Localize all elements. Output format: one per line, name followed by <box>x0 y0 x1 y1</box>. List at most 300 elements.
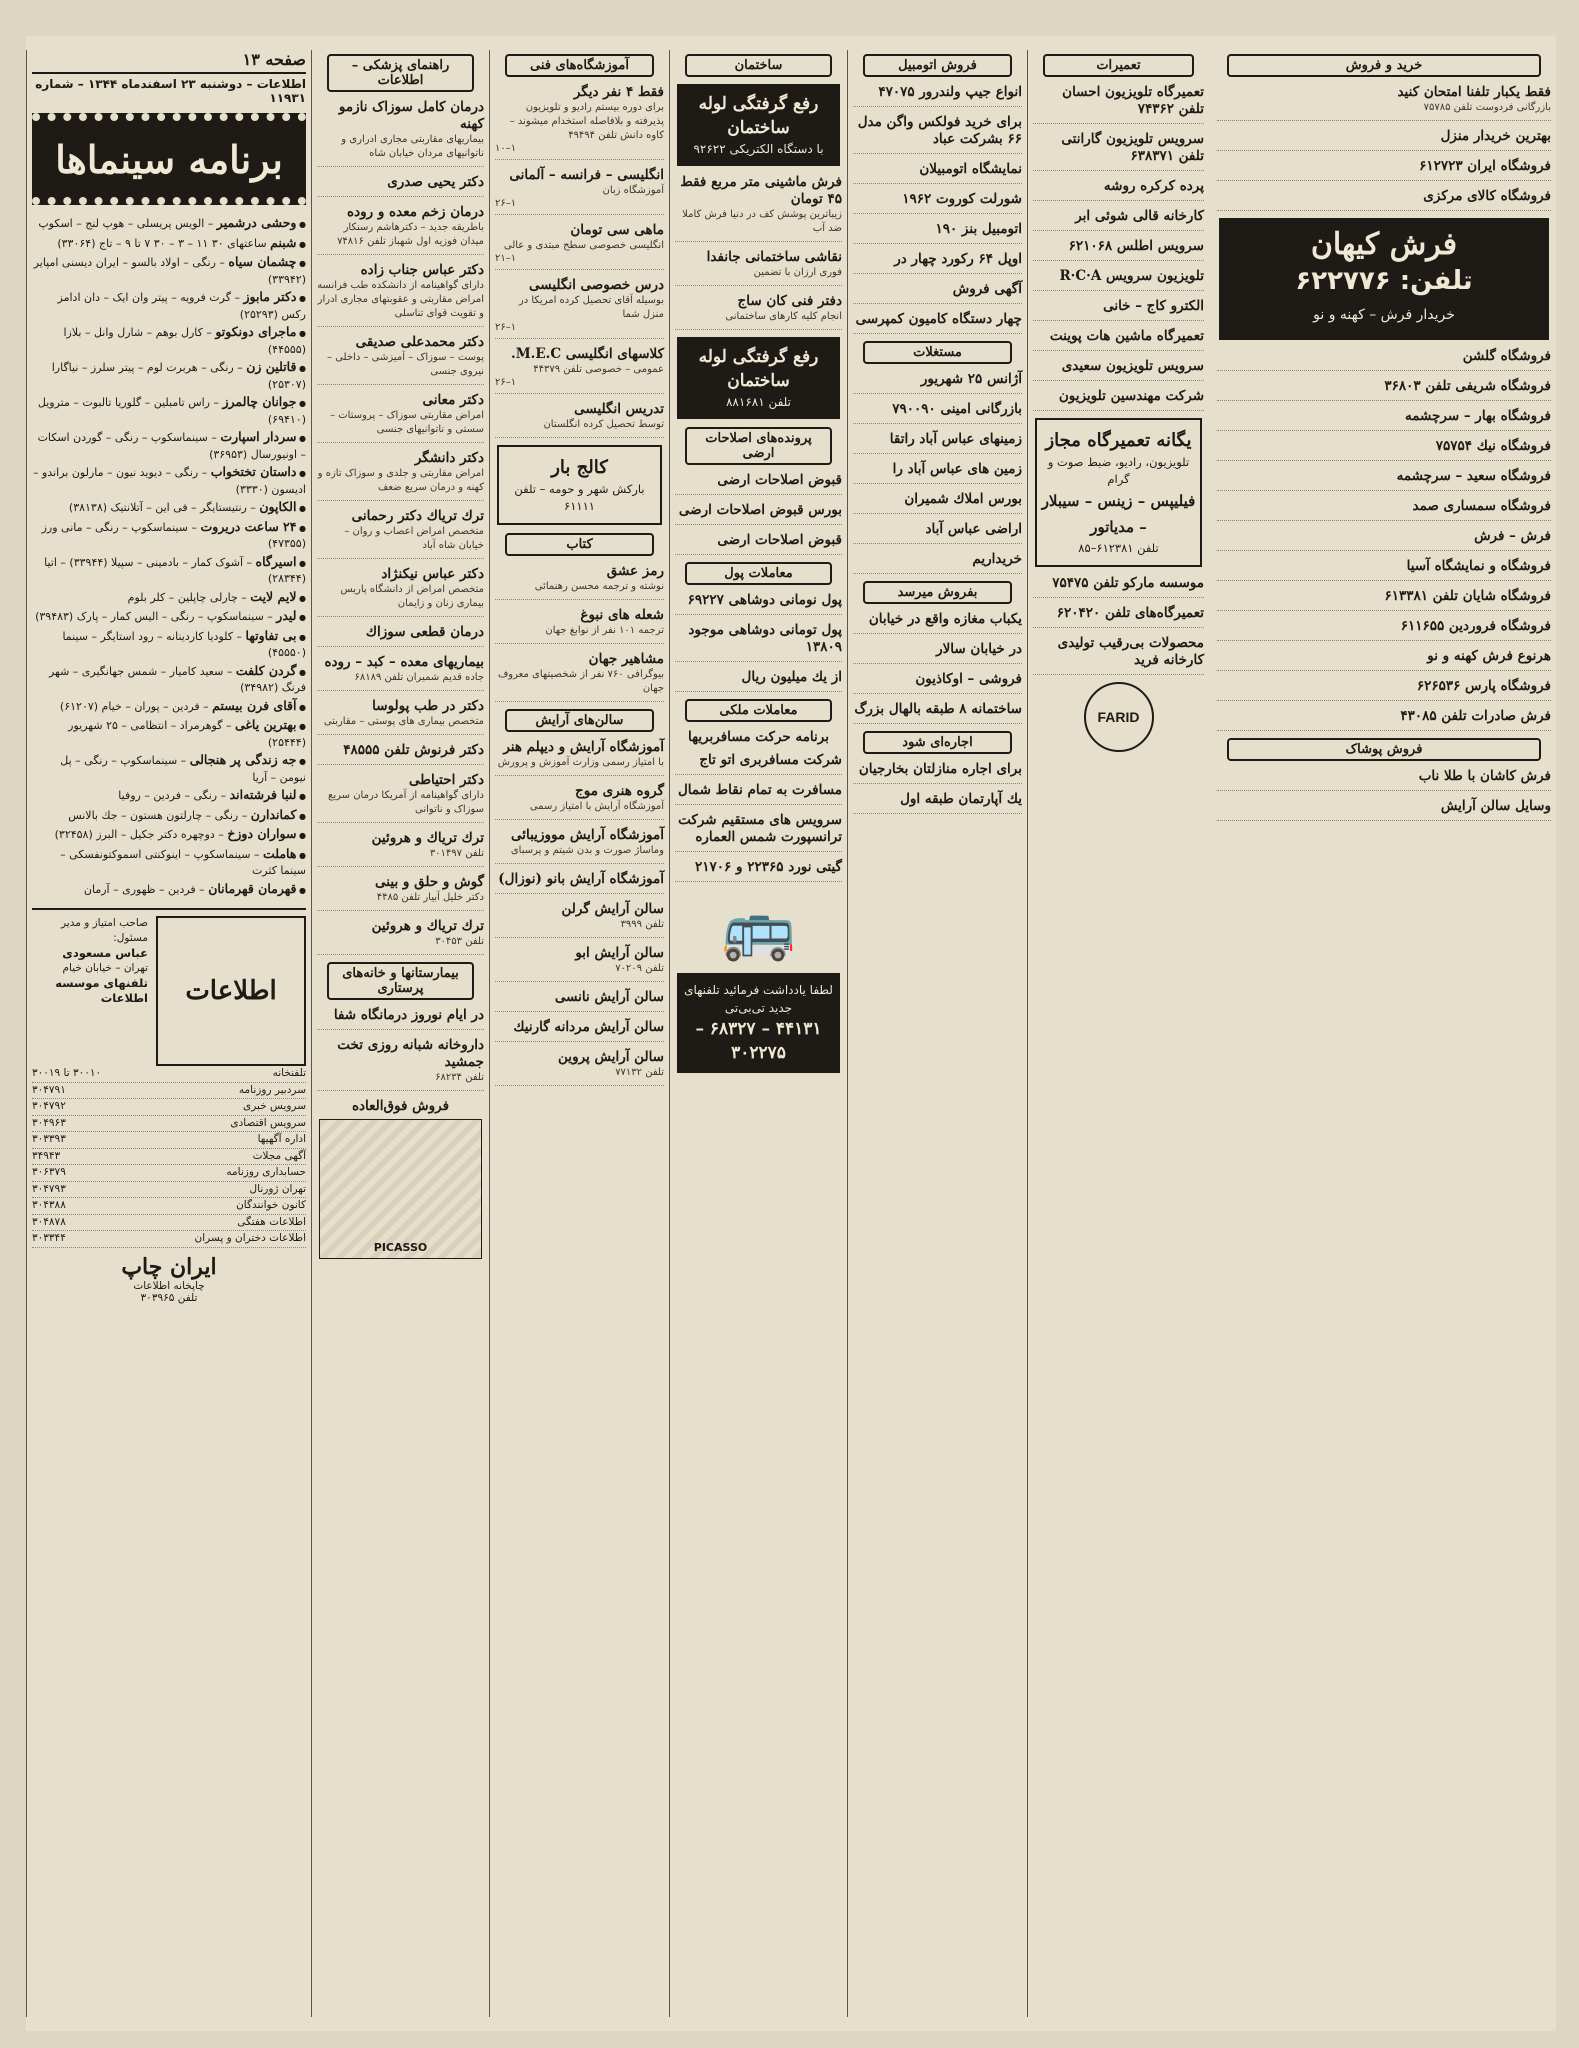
classified-ad <box>853 401 1022 424</box>
phone-number: ۳۰۶۳۷۹ <box>32 1166 66 1178</box>
cinema-listing <box>32 464 306 497</box>
film-title: بی تفاوتها <box>245 627 297 643</box>
ad-body: نوشته و ترجمه محسن رهنمائی <box>534 581 664 592</box>
film-title: جه زندگی پر هنجالی <box>189 752 297 767</box>
ad-title: وسایل سالن آرایش <box>1440 798 1551 814</box>
ad-body: تلفن ۶۸۲۳۴ <box>435 1072 484 1083</box>
classified-ad <box>1033 298 1204 321</box>
classified-ad <box>675 293 842 330</box>
classified-ad <box>1033 635 1204 675</box>
ad-title: اراضی عباس آباد <box>925 521 1022 537</box>
film-title: لایم لایت <box>250 588 297 604</box>
ad-title: آموزشگاه آرایش و دیپلم هنر <box>503 739 664 755</box>
ad-title: سالن آرایش پروین <box>558 1049 664 1065</box>
ad-title: دکتر محمدعلی صدیقی <box>355 334 484 350</box>
phone-label: کانون خوانندگان <box>236 1199 306 1211</box>
classified-ad <box>317 698 484 735</box>
ad-title: سرویس اطلس ۶۲۱۰۶۸ <box>1068 238 1204 254</box>
film-detail: – الویس پریسلی – هوپ لنج – اسکوپ <box>38 217 217 230</box>
ad-title: ترك ترياك و هروئين <box>371 830 484 846</box>
cinema-listing <box>32 235 306 253</box>
phone-row <box>32 1198 306 1215</box>
ad-body: متخصص بیماری های پوستی – مقاربتی <box>323 716 484 727</box>
section-heading: فروش اتومبیل <box>863 54 1012 77</box>
classified-ad <box>1217 128 1551 151</box>
phone-row <box>32 1116 306 1133</box>
ad-list <box>675 592 842 692</box>
classified-ad <box>317 334 484 385</box>
film-title: گردن کلفت <box>235 662 297 678</box>
cinema-listing <box>32 289 306 322</box>
classified-ad <box>1033 178 1204 201</box>
ad-title: فروشگاه فروردین ۶۱۱۶۵۵ <box>1400 618 1551 634</box>
film-title: آقای فرن بیستم <box>212 697 297 713</box>
cinema-listing <box>32 826 306 844</box>
ad-body: بازرگانی فردوست تلفن ۷۵۷۸۵ <box>1423 102 1551 113</box>
ad-list <box>675 174 842 330</box>
film-title: شبنم <box>270 234 297 250</box>
phone-number: ۳۰۴۷۹۲ <box>32 1100 66 1112</box>
film-title: سواران دوزخ <box>227 826 297 841</box>
ad-title: دکتر معانی <box>422 392 484 408</box>
section-heading: معاملات ملکی <box>685 699 832 722</box>
classified-ad <box>495 277 664 339</box>
classified-ad <box>317 830 484 867</box>
boxed-ad-brand: فیلیپس – زینس – سیبلار – مدیاتور <box>1041 492 1196 536</box>
classified-ad <box>1217 798 1551 821</box>
ad-title: ترك ترياك دكتر رحمانى <box>351 508 484 524</box>
ad-body: تلفن ۳۰۴۵۳ <box>435 936 484 947</box>
section-heading: راهنمای پزشکی – اطلاعات <box>327 54 474 92</box>
section-heading: اجاره‌ای شود <box>863 731 1012 754</box>
film-title: دکتر مابوز <box>243 289 297 304</box>
classified-ad <box>853 251 1022 274</box>
ad-list <box>853 611 1022 724</box>
film-title: بهترین یاغی <box>234 717 297 732</box>
boxed-ad-line: تلویزیون، رادیو، ضبط صوت و گرام <box>1047 455 1190 486</box>
film-detail: – راس تامبلین – گلوریا تالبوت – مترویل (۶۹۴۱۰) <box>37 396 306 426</box>
classified-ad <box>1217 408 1551 431</box>
film-title: لنبا فرشته‌اند <box>229 787 297 802</box>
boxed-ad-line: با دستگاه الکتریکی ۹۲۶۲۲ <box>693 142 824 156</box>
classified-ad <box>1217 708 1551 731</box>
classified-ad <box>853 521 1022 544</box>
film-title: قاتلین زن <box>246 359 297 374</box>
ad-title: فروشگاه گلشن <box>1462 348 1551 364</box>
phone-row <box>32 1182 306 1199</box>
ad-title: بورس املاك شمیران <box>904 491 1022 507</box>
ad-title: گیتی نورد ۲۲۳۶۵ و ۲۱۷۰۶ <box>695 859 842 875</box>
ad-list <box>853 84 1022 334</box>
ad-title: یك آپارتمان طبقه اول <box>900 791 1022 807</box>
classified-ad <box>675 249 842 286</box>
ad-title: اوپل ۶۴ رکورد چهار در <box>894 251 1022 267</box>
classified-ad <box>675 859 842 882</box>
ad-list <box>1217 768 1551 821</box>
classified-ad <box>675 174 842 242</box>
classified-ad <box>317 742 484 765</box>
boxed-ad-title: یگانه تعمیرگاه مجاز <box>1045 430 1192 451</box>
film-title: سردار اسپارت <box>220 429 297 444</box>
classified-ad <box>495 651 664 702</box>
classified-ad <box>495 1049 664 1086</box>
classified-ad <box>317 99 484 167</box>
ad-body: تلفن ۳۹۹۹ <box>620 919 664 930</box>
classified-ad <box>853 491 1022 514</box>
classified-ad <box>675 752 842 775</box>
phone-label: اطلاعات دختران و پسران <box>194 1232 306 1244</box>
ad-title: دکتر یحیی صدری <box>387 174 484 190</box>
classified-ad <box>495 871 664 894</box>
ad-body: تلفن ۷۰۲۰۹ <box>615 963 664 974</box>
classified-ad <box>317 1037 484 1091</box>
phone-label: تهران ژورنال <box>249 1182 306 1195</box>
ad-title: شعله های نبوغ <box>580 607 664 623</box>
ad-title: اتومبیل بنز ۱۹۰ <box>935 221 1022 237</box>
classified-ad <box>495 401 664 438</box>
cinema-listing <box>32 215 306 233</box>
ad-title: یکباب مغازه واقع در خیابان <box>868 611 1022 627</box>
ad-title: سالن آرایش مردانه گارنیك <box>513 1019 664 1035</box>
ad-title: سالن آرایش گرلن <box>561 901 664 917</box>
ad-title: فقط ۴ نفر دیگر <box>573 84 664 100</box>
phone-label: حسابداری روزنامه <box>226 1166 306 1178</box>
classified-ad <box>1217 348 1551 371</box>
classified-ad <box>1033 388 1204 411</box>
cinema-listing <box>32 589 306 607</box>
classified-ad <box>853 641 1022 664</box>
ad-title: تعمیرگاه‌های تلفن ۶۲۰۴۲۰ <box>1056 605 1204 621</box>
ad-title: در ایام نوروز درمانگاه شفا <box>333 1007 484 1023</box>
classified-ad <box>1033 358 1204 381</box>
ad-list <box>1217 84 1551 211</box>
phone-number: ۳۰۴۳۸۸ <box>32 1199 66 1211</box>
ad-list <box>853 761 1022 814</box>
phones-head: تلفنهای موسسه اطلاعات <box>55 976 148 1005</box>
cinema-listing <box>32 394 306 427</box>
section-heading: ساختمان <box>685 54 832 77</box>
classified-ad <box>853 311 1022 334</box>
ad-title: آموزشگاه آرایش بانو (نوزال) <box>498 871 664 887</box>
section-heading: آموزشگاه‌های فنی <box>505 54 654 77</box>
phone-row <box>32 1215 306 1232</box>
ad-body: انجام کلیه کارهای ساختمانی <box>725 311 842 322</box>
classified-ad <box>1217 768 1551 791</box>
section-heading: مستغلات <box>863 341 1012 364</box>
ad-title: تدریس انگلیسی <box>574 401 664 417</box>
cinema-listing <box>32 698 306 716</box>
ad-title: سالن آرایش نانسی <box>554 989 664 1005</box>
classified-ad <box>853 431 1022 454</box>
film-detail: – رنگی – دیوید نیون – مارلون براندو – ادیسون (۳۳۳۰) <box>33 466 306 496</box>
cinema-listing <box>32 554 306 587</box>
film-detail: – گرت فرویه – پیتر وان ایک – دان ادامز رکس (۲۵۲۹۳) <box>57 291 306 321</box>
classified-ad <box>495 346 664 394</box>
section-heading: معاملات پول <box>685 562 832 585</box>
ad-body: دکتر خلیل آبیار تلفن ۴۴۸۵ <box>376 892 484 903</box>
ad-title: داروخانه شبانه روزی تخت جمشید <box>337 1037 484 1070</box>
ad-title: دکتر عباس نیکنژاد <box>381 566 484 582</box>
cinema-listing <box>32 254 306 287</box>
classified-ad <box>317 508 484 559</box>
building-column <box>669 50 847 2017</box>
ad-code: ۱–۲۱ <box>495 253 517 264</box>
film-title: چشمان سیاه <box>228 254 297 269</box>
ad-body: ترجمه ۱۰۱ نفر از نوابغ جهان <box>545 625 664 636</box>
film-detail: – سینماسکوپ – رنگی – پل نیومن – آریا <box>60 754 306 784</box>
ad-title: فرش صادرات تلفن ۴۳۰۸۵ <box>1400 708 1551 724</box>
section-heading: سالن‌های آرایش <box>505 709 654 732</box>
newspaper-page <box>26 36 1556 2031</box>
classified-ad <box>317 566 484 617</box>
film-title: الکاپون <box>259 499 297 514</box>
ad-title: فروشگاه نیك ۷۵۷۵۴ <box>1435 438 1551 454</box>
ad-title: درس خصوصی انگلیسی <box>529 277 664 293</box>
ad-title: محصولات بی‌رقیب تولیدی کارخانه فرید <box>1057 635 1204 668</box>
ad-list <box>495 563 664 702</box>
classified-ad <box>317 450 484 501</box>
film-detail: – رنگی – هربرت لوم – پیتر سلرز – نیاگارا (۲۵۳۰۷) <box>51 361 306 391</box>
ad-title: دفتر فنی کان ساج <box>737 293 842 309</box>
boxed-ad-title: رفع گرفتگی لوله ساختمان <box>698 347 819 391</box>
phone-label: اطلاعات هفتگی <box>237 1215 306 1228</box>
phone-number: ۳۰۴۷۹۳ <box>32 1182 66 1195</box>
cinema-listing <box>32 787 306 805</box>
ad-title: سرویس تلویزیون گارانتی تلفن ۶۳۸۳۷۱ <box>1061 131 1204 164</box>
bus-icon: 🚌 <box>721 894 796 964</box>
boxed-ad-line: ۴۴۱۳۱ – ۶۸۳۲۷ – ۳۰۲۲۷۵ <box>695 1019 822 1063</box>
phone-row <box>32 1083 306 1100</box>
boxed-ad-phone: تلفن ۶۱۲۳۸۱–۸۵ <box>1078 541 1159 555</box>
ad-title: ترك ترياك و هروئين <box>371 918 484 934</box>
ad-title: پول تومانی دوشاهی موجود ۱۳۸۰۹ <box>688 622 842 655</box>
section-heading: بفروش میرسد <box>863 581 1012 604</box>
ad-title: کارخانه قالی شوئی ابر <box>1075 208 1204 224</box>
ad-body: عمومی – خصوصی تلفن ۴۴۳۷۹ <box>533 364 664 375</box>
film-detail: – رنگی – اولاد بالسو – ایران دیسنی امپایر (۳۳۹۴۲) <box>33 256 306 286</box>
ad-title: دکتر در طب پولوسا <box>372 698 484 714</box>
figure-label: PICASSO <box>373 1241 428 1254</box>
classified-ad <box>495 739 664 776</box>
classified-ad <box>317 174 484 197</box>
ad-body: برای دوره بیستم رادیو و تلویزیون پذیرفته و بلافاصله استخدام میشوند – کاوه دانش تلفن ۴۹۴۹۴ <box>509 102 664 141</box>
ad-title: قبوض اصلاحات ارضی <box>717 472 842 488</box>
boxed-ad-title: رفع گرفتگی لوله ساختمان <box>698 94 819 138</box>
ad-title: فرش کاشان با طلا ناب <box>1418 768 1551 784</box>
ad-list <box>675 472 842 555</box>
classified-ad <box>495 84 664 160</box>
ad-code: ۱–۱۰ <box>495 143 517 154</box>
phone-label: اداره آگهیها <box>257 1133 306 1145</box>
classified-ad <box>1033 84 1204 124</box>
classified-ad <box>675 532 842 555</box>
ad-title: زمین های عباس آباد را <box>892 461 1022 477</box>
ad-title: پرده کرکره روشه <box>1103 178 1204 194</box>
ad-title: فرش ماشینی متر مربع فقط ۴۵ تومان <box>680 174 842 207</box>
ad-title: سرویس تلویزیون سعیدی <box>1061 358 1204 374</box>
ad-title: شرکت مسافربری اتو تاج <box>699 752 842 768</box>
section-heading: تعمیرات <box>1043 54 1194 77</box>
ad-title: سالن آرایش ابو <box>575 945 664 961</box>
classified-ad <box>853 371 1022 394</box>
section-heading: کتاب <box>505 533 654 556</box>
classified-ad <box>853 761 1022 784</box>
ad-title: فروشگاه سمساری صمد <box>1412 498 1551 514</box>
vehicle-column <box>847 50 1027 2017</box>
ad-list <box>317 99 484 955</box>
film-title: لیدر <box>276 608 297 623</box>
classified-ad <box>1217 84 1551 121</box>
ad-body: بوسیله آقای تحصیل کرده امریکا در منزل شما <box>518 295 664 320</box>
picasso-figure <box>319 1119 482 1259</box>
ad-list <box>675 752 842 882</box>
ad-title: موسسه ماركو تلفن ۷۵۴۷۵ <box>1052 575 1204 591</box>
cinema-list <box>32 215 306 898</box>
ad-title: سرویس های مستقیم شرکت ترانسپورت شمس العماره <box>678 812 842 845</box>
ad-title: انواع جیپ ولندرور ۴۷۰۷۵ <box>878 84 1022 100</box>
classified-ad <box>853 791 1022 814</box>
classified-ad <box>1217 678 1551 701</box>
classified-ad <box>317 262 484 327</box>
ad-body: باطریقه جدید – دکترهاشم رسنکار میدان فوزیه اول شهباز تلفن ۷۴۸۱۶ <box>337 222 484 247</box>
cinema-banner-title: برنامه سینماها <box>55 136 283 182</box>
classified-ad <box>495 167 664 215</box>
ad-list <box>1033 84 1204 411</box>
classified-ad <box>853 114 1022 154</box>
ad-code: ۱–۲۶ <box>495 322 517 333</box>
classified-ad <box>853 191 1022 214</box>
classified-ad <box>675 502 842 525</box>
phone-label: تلفنخانه <box>272 1067 306 1079</box>
boxed-ad-sub: خریدار فرش – کهنه و نو <box>1313 307 1455 323</box>
ad-list <box>317 1007 484 1091</box>
film-detail: – کلودیا کاردینانه – رود استایگر – سینما (۴۵۵۵۰) <box>62 629 306 659</box>
classified-ad <box>1217 528 1551 551</box>
ad-title: فروشگاه ایران ۶۱۲۷۲۳ <box>1419 158 1551 174</box>
phone-row <box>32 1149 306 1166</box>
classified-ad <box>853 281 1022 304</box>
classified-ad <box>675 472 842 495</box>
phone-number: ۳۰۴۹۶۳ <box>32 1116 66 1129</box>
page-header <box>32 50 306 74</box>
cinema-listing <box>32 881 306 899</box>
ad-title: برای اجاره منازلتان بخارجیان <box>858 761 1022 777</box>
publisher-info <box>32 908 306 1066</box>
phone-list <box>32 1066 306 1248</box>
boxed-ad-line: تلفن: ۶۲۲۷۷۶ <box>1295 266 1473 296</box>
classified-ad <box>1033 208 1204 231</box>
classified-ad <box>1217 498 1551 521</box>
film-title: اسیرگاه <box>255 553 297 569</box>
ad-title: نقاشی ساختمانی جانفدا <box>706 249 842 265</box>
classified-ad <box>675 782 842 805</box>
phone-label: سرویس خبری <box>243 1100 306 1112</box>
ad-title: آگهی فروش <box>952 281 1022 297</box>
ad-list <box>853 371 1022 574</box>
ad-title: فروشگاه شایان تلفن ۶۱۳۳۸۱ <box>1384 588 1551 604</box>
film-detail: – دوچهره دکتر جکیل – البرز (۳۲۴۵۸) <box>54 828 228 841</box>
ad-title: بورس قبوض اصلاحات ارضی <box>678 502 842 518</box>
cinema-banner <box>32 113 306 205</box>
film-detail: – رنگی – چارلتون هستون – جك بالانس <box>68 808 251 822</box>
ad-title: فروش فوق‌العاده <box>351 1098 450 1114</box>
boxed-ad <box>677 84 840 166</box>
classified-ad <box>495 1019 664 1042</box>
film-title: ماجرای دونکوتو <box>215 324 297 339</box>
classified-ad <box>853 161 1022 184</box>
boxed-ad-title: لطفا یادداشت فرمائید تلفنهای جدید تی‌بی‌تی <box>684 983 833 1015</box>
farid-badge-icon: FARID <box>1084 682 1154 752</box>
film-detail: – فردین – پوران – خیام (۶۱۲۰۷) <box>59 699 213 713</box>
section-heading: خرید و فروش <box>1227 54 1541 77</box>
ad-title: نمایشگاه اتومبیلان <box>919 161 1022 177</box>
ad-title: ماهی سی تومان <box>570 222 664 238</box>
classified-ad <box>1033 238 1204 261</box>
ad-title: دکتر فرنوش تلفن ۴۸۵۵۵ <box>343 742 484 758</box>
ad-title: تعمیرگاه ماشین هات پوینت <box>1049 328 1204 344</box>
film-detail: – فردین – ظهوری – آرمان <box>83 882 209 896</box>
ad-title: فروشگاه شریفی تلفن ۳۶۸۰۳ <box>1384 378 1551 394</box>
ad-title: گوش و حلق و بینی <box>375 874 484 890</box>
phone-number: ۳۰۰۱۰ تا ۳۰۰۱۹ <box>32 1067 102 1079</box>
ad-title: درمان قطعی سوزاك <box>365 624 484 640</box>
ad-title: بازرگانی امینی ۷۹۰۰۹۰ <box>892 401 1022 417</box>
film-title: هاملت <box>262 845 297 861</box>
phone-number: ۳۰۴۷۹۱ <box>32 1083 66 1096</box>
boxed-ad-line: تلفن ۸۸۱۶۸۱ <box>725 395 791 409</box>
medical-column <box>311 50 489 2017</box>
cinema-listing <box>32 628 306 661</box>
film-detail: – کارل بوهم – شارل وانل – بلازا (۴۴۵۵۵) <box>63 326 306 356</box>
ad-title: فقط یکبار تلفنا امتحان کنید <box>1397 84 1551 100</box>
ad-body: آموزشگاه زبان <box>602 185 664 196</box>
phone-label: سرویس اقتصادی <box>230 1116 306 1129</box>
ad-title: کلاسهای انگلیسی M.E.C. <box>511 346 664 362</box>
film-title: وحشی درشمیر <box>216 215 297 230</box>
cinema-listing <box>32 608 306 626</box>
classified-ad <box>317 392 484 443</box>
ad-title: آژانس ۲۵ شهریور <box>920 371 1022 387</box>
section-heading: پرونده‌های اصلاحات ارضی <box>685 427 832 465</box>
film-detail: – چارلی چاپلین – کلر بلوم <box>127 590 251 604</box>
classified-ad <box>853 551 1022 574</box>
ad-title: مشاهیر جهان <box>588 651 664 667</box>
boxed-ad <box>1035 418 1202 567</box>
film-detail: – آشوک کمار – بادمینی – سپیلا (۳۳۹۴۴) – اتیا (۲۸۳۴۴) <box>44 555 306 585</box>
ad-title: فروشگاه و نمایشگاه آسیا <box>1406 558 1551 574</box>
ad-list <box>1217 348 1551 731</box>
classified-ad <box>317 624 484 647</box>
ad-code: ۱–۲۶ <box>495 198 517 209</box>
ad-title: درمان کامل سوزاک نازمو کهنه <box>338 99 484 132</box>
classified-ad <box>317 1007 484 1030</box>
classified-ad <box>1217 438 1551 461</box>
ad-title: فروشگاه پارس ۶۲۶۵۳۶ <box>1416 678 1551 694</box>
ad-code: ۱–۲۶ <box>495 377 517 388</box>
ad-title: خریداریم <box>972 551 1022 567</box>
phone-row <box>32 1099 306 1116</box>
ad-title: شرکت مهندسین تلویزیون <box>1058 388 1204 404</box>
cinema-listing <box>32 752 306 785</box>
classified-ad <box>853 461 1022 484</box>
page-number: صفحه ۱۳ <box>242 50 306 69</box>
classified-ad <box>1217 648 1551 671</box>
ad-title: برای خرید فولکس واگن مدل ۶۶ بشرکت عباد <box>857 114 1022 147</box>
ad-title: آموزشگاه آرایش مووزیبائی <box>510 827 664 843</box>
classified-ad <box>675 669 842 692</box>
ad-title: فروشگاه سعید – سرچشمه <box>1396 468 1551 484</box>
ad-list <box>1033 575 1204 675</box>
